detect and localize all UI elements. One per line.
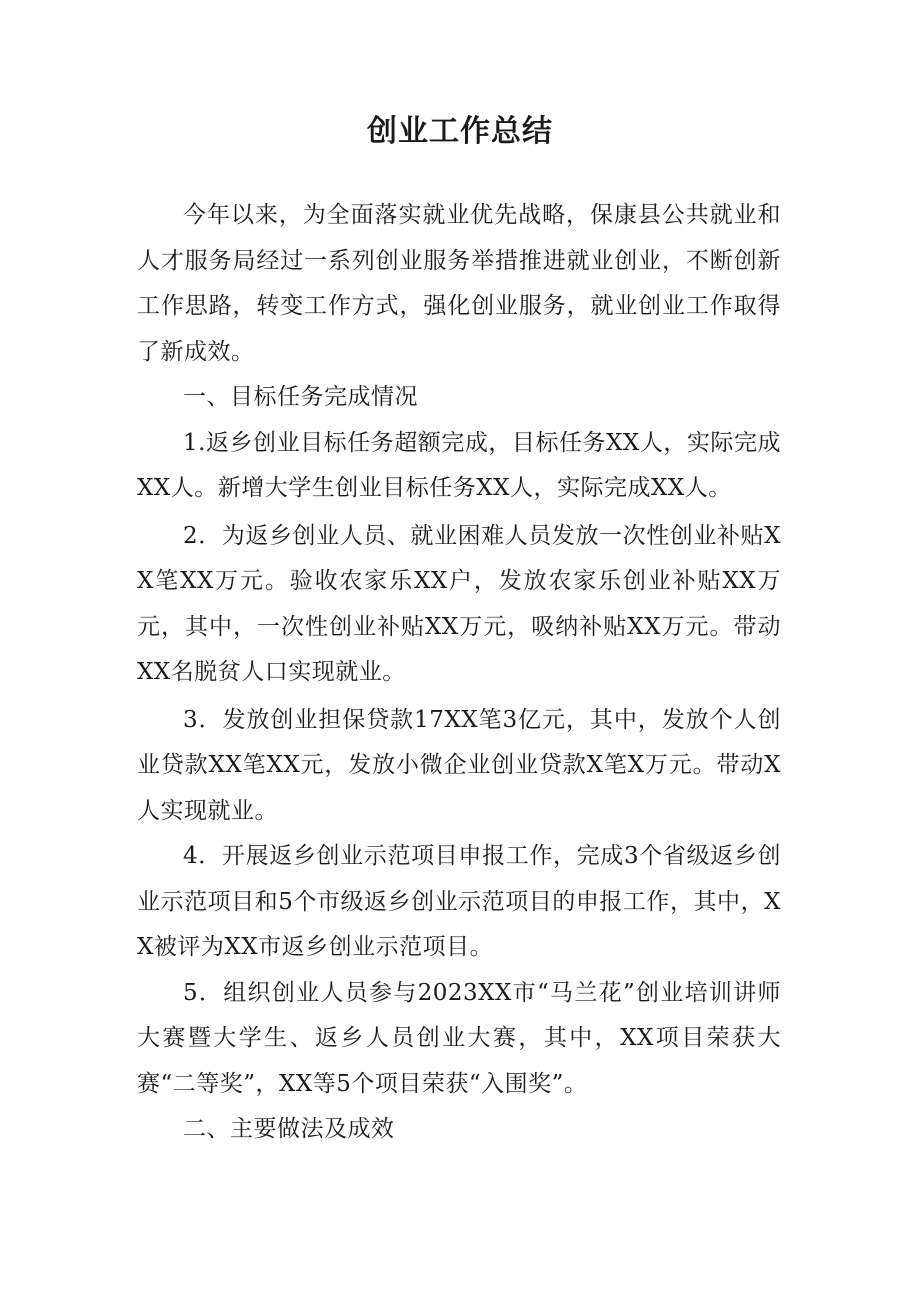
section-heading-1: 一、目标任务完成情况 (183, 384, 418, 410)
list-item-4: 4．开展返乡创业示范项目申报工作，完成3个省级返乡创业示范项目和5个市级返乡创业示范项目的申报工作，其中，XX被评为XX市返乡创业示范项目。 (137, 843, 781, 960)
list-item-2: 2．为返乡创业人员、就业困难人员发放一次性创业补贴XX笔XX万元。验收农家乐XX户，发放农家乐创业补贴XX万元，其中，一次性创业补贴XX万元，吸纳补贴XX万元。带动XX名脱贫人口实现就业。 (137, 522, 781, 685)
list-item-3: 3．发放创业担保贷款17XX笔3亿元，其中，发放个人创业贷款XX笔XX元，发放小微企业创业贷款X笔X万元。带动X人实现就业。 (137, 706, 781, 824)
document-body (137, 193, 781, 1153)
intro-paragraph: 今年以来，为全面落实就业优先战略，保康县公共就业和人才服务局经过一系列创业服务举措推进就业创业，不断创新工作思路，转变工作方式，强化创业服务，就业创业工作取得了新成效。 (137, 202, 781, 365)
list-item-5: 5．组织创业人员参与2023XX市“马兰花”创业培训讲师大赛暨大学生、返乡人员创业大赛，其中，XX项目荣获大赛“二等奖”，XX等5个项目荣获“入围奖”。 (137, 979, 781, 1097)
section-heading-2: 二、主要做法及成效 (183, 1116, 395, 1142)
document-title: 创业工作总结 (367, 114, 553, 149)
list-item-1: 1.返乡创业目标任务超额完成，目标任务XX人，实际完成XX人。新增大学生创业目标任务XX人，实际完成XX人。 (137, 429, 781, 501)
